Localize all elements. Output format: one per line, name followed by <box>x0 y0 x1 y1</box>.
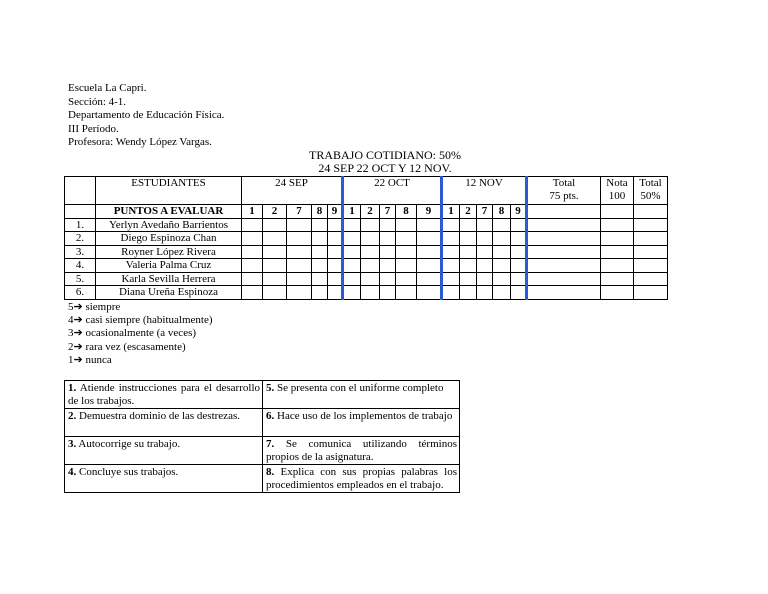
score-cell[interactable] <box>287 218 312 232</box>
score-cell[interactable] <box>312 218 328 232</box>
total-points-cell[interactable] <box>527 245 601 259</box>
criterion-number: 5. <box>266 382 275 394</box>
score-cell[interactable] <box>343 272 361 286</box>
criterion-1 <box>65 381 263 409</box>
student-number: 6. <box>65 286 96 300</box>
criterion-7 <box>263 437 460 465</box>
nota-cell[interactable] <box>601 272 634 286</box>
score-cell[interactable] <box>361 259 380 273</box>
score-cell[interactable] <box>493 272 511 286</box>
date-header-2: 22 OCT <box>343 177 442 205</box>
score-cell[interactable] <box>380 218 396 232</box>
score-cell[interactable] <box>312 286 328 300</box>
total-50-cell <box>634 205 668 219</box>
nota-cell[interactable] <box>601 232 634 246</box>
score-cell[interactable] <box>328 272 343 286</box>
score-cell[interactable] <box>460 232 477 246</box>
point-number-cell: 9 <box>417 205 442 219</box>
score-cell[interactable] <box>477 245 493 259</box>
total-points-cell[interactable] <box>527 272 601 286</box>
document-title <box>240 149 530 175</box>
score-cell[interactable] <box>477 272 493 286</box>
nota-cell[interactable] <box>601 218 634 232</box>
nota-header-line2: 100 <box>608 189 626 202</box>
criterion-text: Concluye sus trabajos. <box>76 466 179 478</box>
score-cell[interactable] <box>343 232 361 246</box>
score-cell[interactable] <box>417 232 442 246</box>
student-row <box>65 245 668 259</box>
total-points-header-line2: 75 pts. <box>549 189 579 202</box>
student-number: 1. <box>65 218 96 232</box>
score-cell[interactable] <box>287 245 312 259</box>
students-header: ESTUDIANTES <box>96 177 242 205</box>
score-cell[interactable] <box>417 218 442 232</box>
score-cell[interactable] <box>361 218 380 232</box>
point-number-cell: 2 <box>263 205 287 219</box>
student-row <box>65 286 668 300</box>
score-cell[interactable] <box>442 259 460 273</box>
score-cell[interactable] <box>442 286 460 300</box>
score-cell[interactable] <box>312 245 328 259</box>
score-cell[interactable] <box>493 259 511 273</box>
teacher-label: Profesora: Wendy López Vargas. <box>68 136 212 149</box>
total-50-cell[interactable] <box>634 245 668 259</box>
score-cell[interactable] <box>380 286 396 300</box>
criterion-text: Se comunica utilizando términos propios de la asignatura. <box>266 438 457 463</box>
criteria-table <box>64 380 460 493</box>
score-cell[interactable] <box>511 245 527 259</box>
score-cell[interactable] <box>493 286 511 300</box>
total-50-cell[interactable] <box>634 259 668 273</box>
point-number-cell: 1 <box>442 205 460 219</box>
score-cell[interactable] <box>442 218 460 232</box>
nota-header-line1: Nota <box>606 177 628 189</box>
score-cell[interactable] <box>396 218 417 232</box>
student-name: Yerlyn Avedaño Barrientos <box>96 218 242 232</box>
score-cell[interactable] <box>511 286 527 300</box>
points-number-cell <box>65 205 96 219</box>
total-50-cell[interactable] <box>634 286 668 300</box>
criterion-3 <box>65 437 263 465</box>
student-row <box>65 232 668 246</box>
score-cell[interactable] <box>312 272 328 286</box>
score-cell[interactable] <box>242 218 263 232</box>
student-number: 4. <box>65 259 96 273</box>
score-cell[interactable] <box>380 245 396 259</box>
score-cell[interactable] <box>477 286 493 300</box>
student-row <box>65 259 668 273</box>
score-cell[interactable] <box>242 272 263 286</box>
nota-cell[interactable] <box>601 286 634 300</box>
score-cell[interactable] <box>380 232 396 246</box>
score-cell[interactable] <box>477 259 493 273</box>
score-cell[interactable] <box>511 232 527 246</box>
total-50-cell[interactable] <box>634 218 668 232</box>
date-header-1: 24 SEP <box>242 177 343 205</box>
criterion-text: Demuestra dominio de las destrezas. <box>76 410 240 422</box>
score-cell[interactable] <box>242 232 263 246</box>
score-cell[interactable] <box>380 272 396 286</box>
score-cell[interactable] <box>396 272 417 286</box>
criterion-text: Autocorrige su trabajo. <box>76 438 181 450</box>
criterion-6 <box>263 409 460 437</box>
school-header <box>68 82 224 150</box>
criteria-row <box>65 465 460 493</box>
score-cell[interactable] <box>287 286 312 300</box>
nota-header <box>601 177 634 205</box>
total-points-header-line1: Total <box>552 177 576 189</box>
department-label: Departamento de Educación Física. <box>68 109 225 122</box>
total-points-cell[interactable] <box>527 232 601 246</box>
criterion-number: 7. <box>266 438 275 450</box>
score-cell[interactable] <box>312 259 328 273</box>
criterion-number: 2. <box>68 410 77 422</box>
point-number-cell: 8 <box>493 205 511 219</box>
score-cell[interactable] <box>263 232 287 246</box>
score-cell[interactable] <box>396 259 417 273</box>
point-number-cell: 7 <box>287 205 312 219</box>
point-number-cell: 9 <box>511 205 527 219</box>
criterion-text: Explica con sus propias palabras los procedimientos empleados en el trabajo. <box>266 466 457 491</box>
score-cell[interactable] <box>460 286 477 300</box>
point-number-cell: 1 <box>242 205 263 219</box>
score-cell[interactable] <box>242 259 263 273</box>
point-number-cell: 1 <box>343 205 361 219</box>
student-name: Diana Ureña Espinoza <box>96 286 242 300</box>
score-cell[interactable] <box>493 218 511 232</box>
score-cell[interactable] <box>442 245 460 259</box>
student-row <box>65 218 668 232</box>
student-row <box>65 272 668 286</box>
score-cell[interactable] <box>396 245 417 259</box>
point-number-cell: 2 <box>361 205 380 219</box>
scale-legend <box>68 301 213 367</box>
criterion-number: 6. <box>266 410 275 422</box>
number-header-cell <box>65 177 96 205</box>
legend-item: 5➔ siempre <box>68 301 121 313</box>
criterion-number: 8. <box>266 466 275 478</box>
score-cell[interactable] <box>493 245 511 259</box>
score-cell[interactable] <box>343 286 361 300</box>
score-cell[interactable] <box>328 232 343 246</box>
total-50-header-line1: Total <box>639 177 662 189</box>
point-number-cell: 7 <box>477 205 493 219</box>
score-cell[interactable] <box>417 272 442 286</box>
point-number-cell: 7 <box>380 205 396 219</box>
score-cell[interactable] <box>477 232 493 246</box>
title-line-2: 24 SEP 22 OCT Y 12 NOV. <box>318 161 452 175</box>
date-header-3: 12 NOV <box>442 177 527 205</box>
criterion-2 <box>65 409 263 437</box>
score-cell[interactable] <box>242 245 263 259</box>
points-row <box>65 205 668 219</box>
score-cell[interactable] <box>361 272 380 286</box>
score-cell[interactable] <box>460 218 477 232</box>
criteria-row <box>65 409 460 437</box>
criterion-number: 3. <box>68 438 77 450</box>
title-line-1: TRABAJO COTIDIANO: 50% <box>309 148 461 162</box>
criteria-row <box>65 381 460 409</box>
score-cell[interactable] <box>328 245 343 259</box>
score-cell[interactable] <box>417 245 442 259</box>
student-name: Karla Sevilla Herrera <box>96 272 242 286</box>
score-cell[interactable] <box>343 218 361 232</box>
nota-cell[interactable] <box>601 259 634 273</box>
score-cell[interactable] <box>442 272 460 286</box>
score-cell[interactable] <box>343 259 361 273</box>
score-cell[interactable] <box>263 259 287 273</box>
total-points-cell[interactable] <box>527 218 601 232</box>
score-cell[interactable] <box>380 259 396 273</box>
criterion-text: Hace uso de los implementos de trabajo <box>274 410 453 422</box>
legend-item: 4➔ casi siempre (habitualmente) <box>68 314 213 327</box>
score-cell[interactable] <box>328 218 343 232</box>
score-cell[interactable] <box>511 259 527 273</box>
score-cell[interactable] <box>287 259 312 273</box>
total-50-cell[interactable] <box>634 232 668 246</box>
grades-header-row <box>65 177 668 205</box>
school-name: Escuela La Capri. <box>68 82 147 94</box>
criterion-8 <box>263 465 460 493</box>
score-cell[interactable] <box>361 286 380 300</box>
score-cell[interactable] <box>396 286 417 300</box>
nota-cell[interactable] <box>601 245 634 259</box>
total-points-header <box>527 177 601 205</box>
score-cell[interactable] <box>460 272 477 286</box>
total-points-cell <box>527 205 601 219</box>
score-cell[interactable] <box>442 232 460 246</box>
legend-item: 3➔ ocasionalmente (a veces) <box>68 327 197 340</box>
score-cell[interactable] <box>460 245 477 259</box>
total-points-cell[interactable] <box>527 286 601 300</box>
nota-cell <box>601 205 634 219</box>
score-cell[interactable] <box>396 232 417 246</box>
score-cell[interactable] <box>417 259 442 273</box>
point-number-cell: 2 <box>460 205 477 219</box>
student-name: Valeria Palma Cruz <box>96 259 242 273</box>
score-cell[interactable] <box>263 245 287 259</box>
point-number-cell: 8 <box>396 205 417 219</box>
grades-table <box>64 176 668 300</box>
student-number: 3. <box>65 245 96 259</box>
score-cell[interactable] <box>511 272 527 286</box>
score-cell[interactable] <box>343 245 361 259</box>
score-cell[interactable] <box>460 259 477 273</box>
legend-item: 1➔ nunca <box>68 353 112 366</box>
total-50-cell[interactable] <box>634 272 668 286</box>
student-number: 5. <box>65 272 96 286</box>
score-cell[interactable] <box>328 259 343 273</box>
score-cell[interactable] <box>493 232 511 246</box>
score-cell[interactable] <box>263 218 287 232</box>
total-50-header-line2: 50% <box>640 189 661 202</box>
score-cell[interactable] <box>312 232 328 246</box>
score-cell[interactable] <box>263 286 287 300</box>
score-cell[interactable] <box>328 286 343 300</box>
criterion-number: 1. <box>68 382 77 394</box>
criterion-number: 4. <box>68 466 77 478</box>
total-points-cell[interactable] <box>527 259 601 273</box>
student-name: Diego Espinoza Chan <box>96 232 242 246</box>
criterion-4 <box>65 465 263 493</box>
score-cell[interactable] <box>477 218 493 232</box>
criteria-row <box>65 437 460 465</box>
student-name: Royner López Rivera <box>96 245 242 259</box>
score-cell[interactable] <box>417 286 442 300</box>
criterion-text: Se presenta con el uniforme completo <box>274 382 444 394</box>
legend-item: 2➔ rara vez (escasamente) <box>68 340 186 353</box>
criterion-text: Atiende instrucciones para el desarrollo de los trabajos. <box>68 382 260 407</box>
score-cell[interactable] <box>287 272 312 286</box>
score-cell[interactable] <box>287 232 312 246</box>
points-label: PUNTOS A EVALUAR <box>96 205 242 219</box>
score-cell[interactable] <box>242 286 263 300</box>
point-number-cell: 9 <box>328 205 343 219</box>
criterion-5 <box>263 381 460 409</box>
section-label: Sección: 4-1. <box>68 95 127 108</box>
score-cell[interactable] <box>361 245 380 259</box>
total-50-header <box>634 177 668 205</box>
score-cell[interactable] <box>511 218 527 232</box>
score-cell[interactable] <box>361 232 380 246</box>
student-number: 2. <box>65 232 96 246</box>
score-cell[interactable] <box>263 272 287 286</box>
period-label: III Período. <box>68 122 119 135</box>
point-number-cell: 8 <box>312 205 328 219</box>
